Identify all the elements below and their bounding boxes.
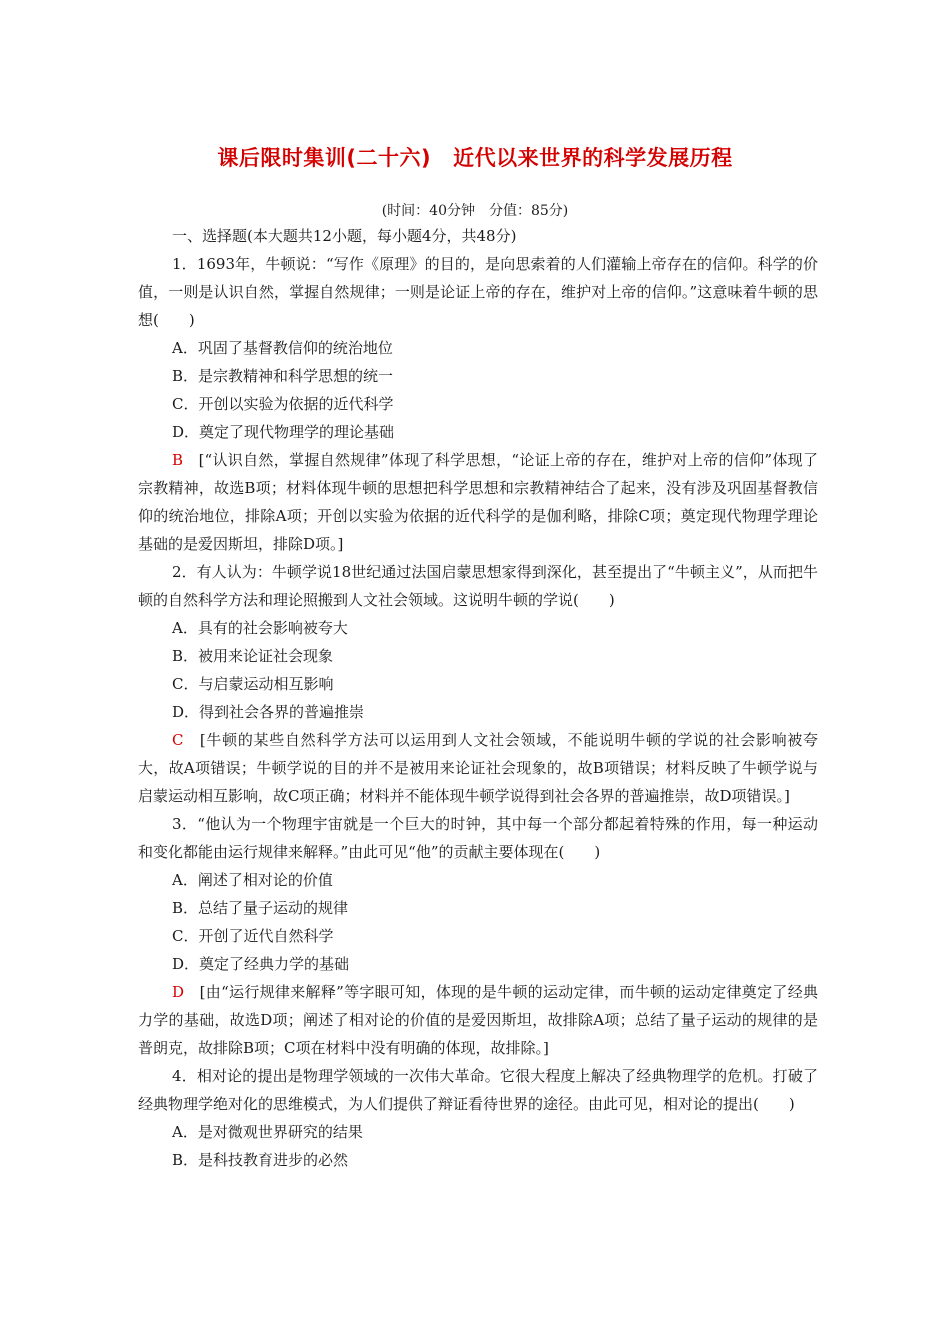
option-b: B．被用来论证社会现象 (172, 647, 334, 665)
title-main: 课后限时集训(二十六) (217, 146, 432, 170)
time-score-info: (时间：40分钟 分值：85分) (381, 203, 569, 219)
option-c: C．开创以实验为依据的近代科学 (172, 395, 394, 413)
answer-letter: C (172, 731, 184, 749)
title-sub: 近代以来世界的科学发展历程 (453, 146, 733, 170)
option-b: B．是科技教育进步的必然 (172, 1151, 349, 1169)
answer-explanation (138, 726, 818, 810)
option-a: A．巩固了基督教信仰的统治地位 (172, 339, 393, 357)
option-d: D．得到社会各界的普遍推崇 (172, 703, 365, 721)
answer-letter: B (172, 451, 184, 469)
option-b: B．是宗教精神和科学思想的统一 (172, 367, 394, 385)
question-stem: 1．1693年，牛顿说：“写作《原理》的目的，是向思索着的人们灌输上帝存在的信仰。科学的价值，一则是认识自然，掌握自然规律；一则是论证上帝的存在，维护对上帝的信仰。”这意味着牛顿的思想( ) (138, 255, 818, 329)
question-stem: 4．相对论的提出是物理学领域的一次伟大革命。它很大程度上解决了经典物理学的危机。打破了经典物理学绝对化的思维模式，为人们提供了辩证看待世界的途径。由此可见，相对论的提出( ) (138, 1067, 818, 1113)
answer-text: [牛顿的某些自然科学方法可以运用到人文社会领域，不能说明牛顿的学说的社会影响被夸大，故A项错误；牛顿学说的目的并不是被用来论证社会现象的，故B项错误；材料反映了牛顿学说与启蒙运动相互影响，故C项正确；材料并不能体现牛顿学说得到社会各界的普遍推崇，故D项错误。] (138, 731, 818, 805)
answer-explanation (138, 978, 818, 1062)
question-stem: 2．有人认为：牛顿学说18世纪通过法国启蒙思想家得到深化，甚至提出了“牛顿主义”，从而把牛顿的自然科学方法和理论照搬到人文社会领域。这说明牛顿的学说( ) (138, 563, 818, 609)
option-a: A．是对微观世界研究的结果 (172, 1123, 363, 1141)
content-body (138, 222, 818, 1174)
page-title (0, 142, 950, 172)
option-c: C．开创了近代自然科学 (172, 927, 334, 945)
answer-text: [由“运行规律来解释”等字眼可知，体现的是牛顿的运动定律，而牛顿的运动定律奠定了经典力学的基础，故选D项；阐述了相对论的价值的是爱因斯坦，故排除A项；总结了量子运动的规律的是普朗克，故排除B项；C项在材料中没有明确的体现，故排除。] (138, 983, 818, 1057)
option-b: B．总结了量子运动的规律 (172, 899, 349, 917)
question-stem: 3．“他认为一个物理宇宙就是一个巨大的时钟，其中每一个部分都起着特殊的作用，每一种运动和变化都能由运行规律来解释。”由此可见“他”的贡献主要体现在( ) (138, 815, 818, 861)
option-d: D．奠定了现代物理学的理论基础 (172, 423, 395, 441)
answer-explanation (138, 446, 818, 558)
option-d: D．奠定了经典力学的基础 (172, 955, 350, 973)
option-a: A．阐述了相对论的价值 (172, 871, 333, 889)
answer-letter: D (172, 983, 185, 1001)
option-a: A．具有的社会影响被夸大 (172, 619, 348, 637)
section-header: 一、选择题(本大题共12小题，每小题4分，共48分) (172, 227, 517, 245)
option-c: C．与启蒙运动相互影响 (172, 675, 334, 693)
answer-text: [“认识自然，掌握自然规律”体现了科学思想，“论证上帝的存在，维护对上帝的信仰”体现了宗教精神，故选B项；材料体现牛顿的思想把科学思想和宗教精神结合了起来，没有涉及巩固基督教信仰的统治地位，排除A项；开创以实验为依据的近代科学的是伽利略，排除C项；奠定现代物理学理论基础的是爱因斯坦，排除D项。] (138, 451, 818, 553)
